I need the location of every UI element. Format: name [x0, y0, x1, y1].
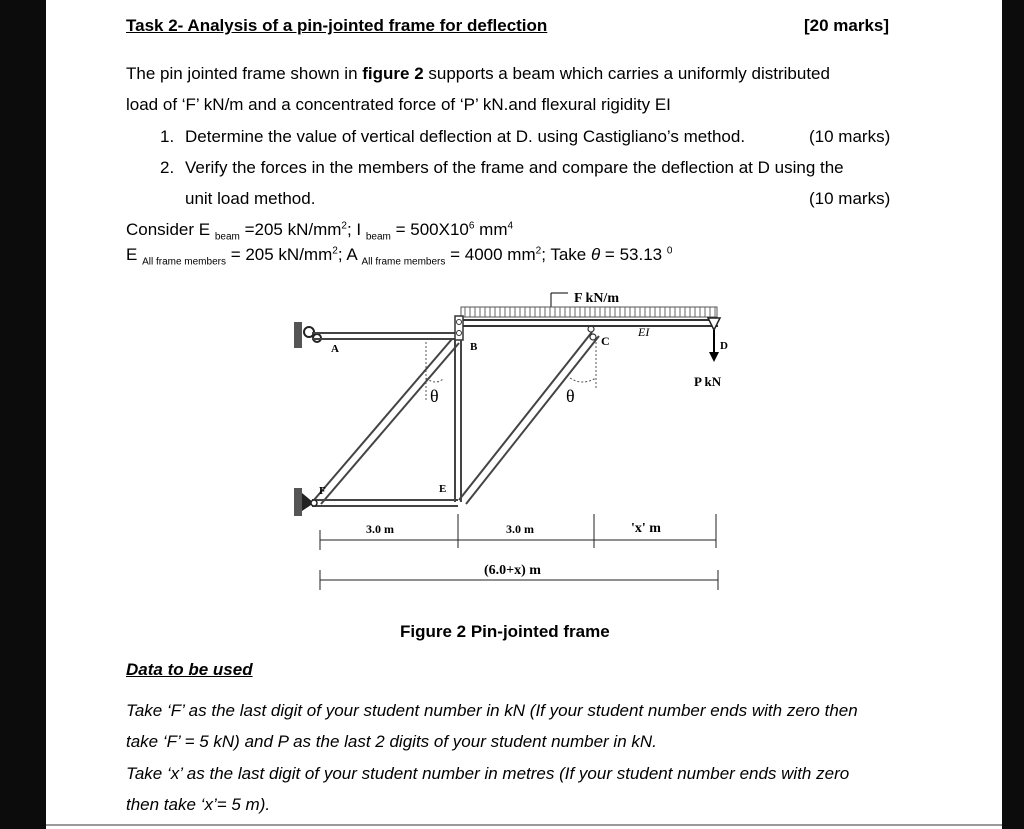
pin-b: [455, 316, 463, 340]
beam-bcd: [458, 320, 718, 326]
right-dark-border: [1002, 0, 1024, 829]
node-d-label: D: [720, 340, 728, 352]
point-load-arrow: [709, 330, 719, 362]
member-ec: [459, 332, 599, 504]
member-be: [455, 340, 461, 502]
intro-text: supports a beam which carries a uniformly distributed: [423, 64, 830, 83]
dimension-x: 'x' m: [631, 521, 661, 536]
dimension-3m-right: 3.0 m: [506, 522, 534, 536]
data-line-2: take ‘F’ = 5 kN) and P as the last 2 digits of your student number in kN.: [126, 732, 657, 751]
intro-text: The pin jointed frame shown in: [126, 64, 363, 83]
udl-load-strip: [461, 307, 717, 317]
text: =205 kN/mm: [239, 220, 342, 239]
data-heading: Data to be used: [126, 660, 253, 679]
text: Consider E: [126, 220, 215, 239]
item-2-marks: (10 marks): [809, 189, 891, 208]
theta-label-1: θ: [430, 386, 439, 406]
text: = 4000 mm: [445, 245, 536, 264]
theta-label-2: θ: [566, 386, 575, 406]
member-fe: [312, 500, 458, 506]
page-bottom-border: [46, 824, 1002, 826]
subscript: All frame members: [361, 256, 446, 268]
item-1-marks: (10 marks): [809, 127, 891, 146]
text: = 500X10: [390, 220, 469, 239]
udl-label-leader: [551, 293, 568, 307]
subscript: All frame members: [142, 256, 226, 268]
point-load-label: P kN: [694, 374, 722, 389]
udl-label: F kN/m: [574, 291, 619, 306]
text: ; I: [346, 220, 366, 239]
theta-symbol: θ: [590, 245, 601, 264]
item-1-text: Determine the value of vertical deflection at D. using Castigliano’s method.: [185, 127, 746, 146]
data-line-3: Take ‘x’ as the last digit of your student number in metres (If your student number ends with zero: [126, 764, 850, 783]
node-f-label: F: [319, 485, 326, 497]
subscript: beam: [365, 231, 391, 243]
text: = 53.13: [600, 245, 667, 264]
item-2-number: 2.: [160, 158, 175, 177]
figure-reference: figure 2: [362, 64, 424, 83]
superscript: 2: [535, 245, 542, 257]
item-1-number: 1.: [160, 127, 175, 146]
left-dark-border: [0, 0, 46, 829]
member-fb: [314, 339, 459, 504]
text: = 205 kN/mm: [225, 245, 333, 264]
member-ab: [312, 333, 458, 339]
document-page: [46, 0, 1002, 829]
item-2-text: Verify the forces in the members of the frame and compare the deflection at D using the: [185, 158, 844, 177]
text: E: [126, 245, 143, 264]
superscript: 2: [341, 220, 347, 232]
node-a-label: A: [331, 343, 339, 355]
intro-line-2: load of ‘F’ kN/m and a concentrated force of ‘P’ kN.and flexural rigidity EI: [126, 95, 671, 114]
node-b-label: B: [470, 341, 478, 353]
text: ; A: [337, 245, 362, 264]
text: mm: [474, 220, 508, 239]
superscript: 4: [507, 220, 514, 232]
superscript: 0: [666, 245, 673, 257]
data-line-1: Take ‘F’ as the last digit of your student number in kN (If your student number ends with zero then: [126, 701, 858, 720]
figure-caption: Figure 2 Pin-jointed frame: [400, 622, 610, 641]
superscript: 6: [468, 220, 475, 232]
flexural-rigidity-label: EI: [638, 325, 650, 339]
superscript: 2: [332, 245, 338, 257]
data-line-4: then take ‘x’= 5 m).: [126, 795, 271, 814]
node-e-label: E: [439, 483, 447, 495]
support-f: [294, 488, 317, 516]
task-marks: [20 marks]: [804, 16, 890, 35]
frame-figure: [46, 0, 1002, 620]
support-a: [294, 322, 321, 348]
subscript: beam: [214, 231, 240, 243]
text: ; Take: [541, 245, 591, 264]
dimension-3m-left: 3.0 m: [366, 522, 394, 536]
theta-arc: [570, 378, 596, 382]
task-title: Task 2- Analysis of a pin-jointed frame for deflection: [126, 16, 548, 35]
item-2-text-cont: unit load method.: [185, 189, 316, 208]
dimension-total: (6.0+x) m: [484, 563, 541, 578]
end-d-support: [708, 318, 720, 330]
node-c-label: C: [601, 334, 610, 348]
